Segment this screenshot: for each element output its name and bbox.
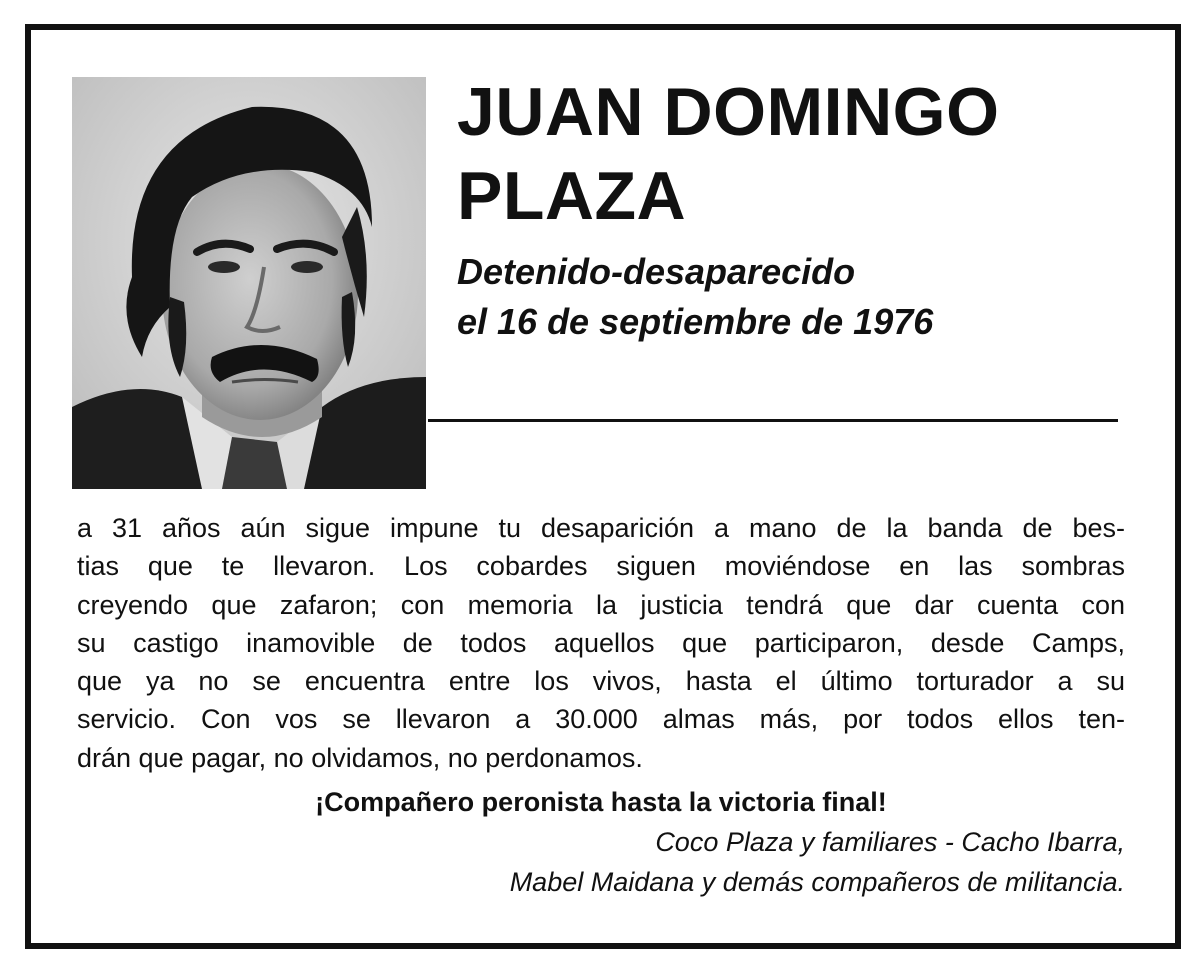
subtitle-line-2: el 16 de septiembre de 1976 (457, 301, 934, 342)
paragraph-line: tias que te llevaron. Los cobardes siguen moviéndose en las sombras (77, 551, 1125, 582)
paragraph-line: creyendo que zafaron; con memoria la justicia tendrá que dar cuenta con (77, 589, 1125, 620)
tribute-paragraph (77, 509, 1125, 777)
paragraph-line: su castigo inamovible de todos aquellos que participaron, desde Camps, (77, 627, 1125, 658)
horizontal-divider (428, 419, 1118, 422)
person-name (457, 70, 1147, 238)
paragraph-line: que ya no se encuentra entre los vivos, hasta el último torturador a su (77, 666, 1125, 697)
name-line-2: PLAZA (457, 158, 687, 234)
name-line-1: JUAN DOMINGO (457, 74, 1000, 150)
portrait-photo (72, 77, 426, 489)
portrait-illustration (72, 77, 426, 489)
paragraph-line: servicio. Con vos se llevaron a 30.000 almas más, por todos ellos ten- (77, 704, 1125, 735)
disappearance-date (457, 247, 1147, 347)
signature-line-2: Mabel Maidana y demás compañeros de militancia. (509, 867, 1125, 897)
signature-block (300, 822, 1125, 902)
paragraph-line: a 31 años aún sigue impune tu desaparición a mano de la banda de bes- (77, 513, 1125, 543)
subtitle-line-1: Detenido-desaparecido (457, 251, 856, 292)
closing-slogan: ¡Compañero peronista hasta la victoria final! (315, 787, 887, 817)
signature-line-1: Coco Plaza y familiares - Cacho Ibarra, (655, 827, 1125, 857)
paragraph-line: drán que pagar, no olvidamos, no perdonamos. (77, 742, 643, 773)
